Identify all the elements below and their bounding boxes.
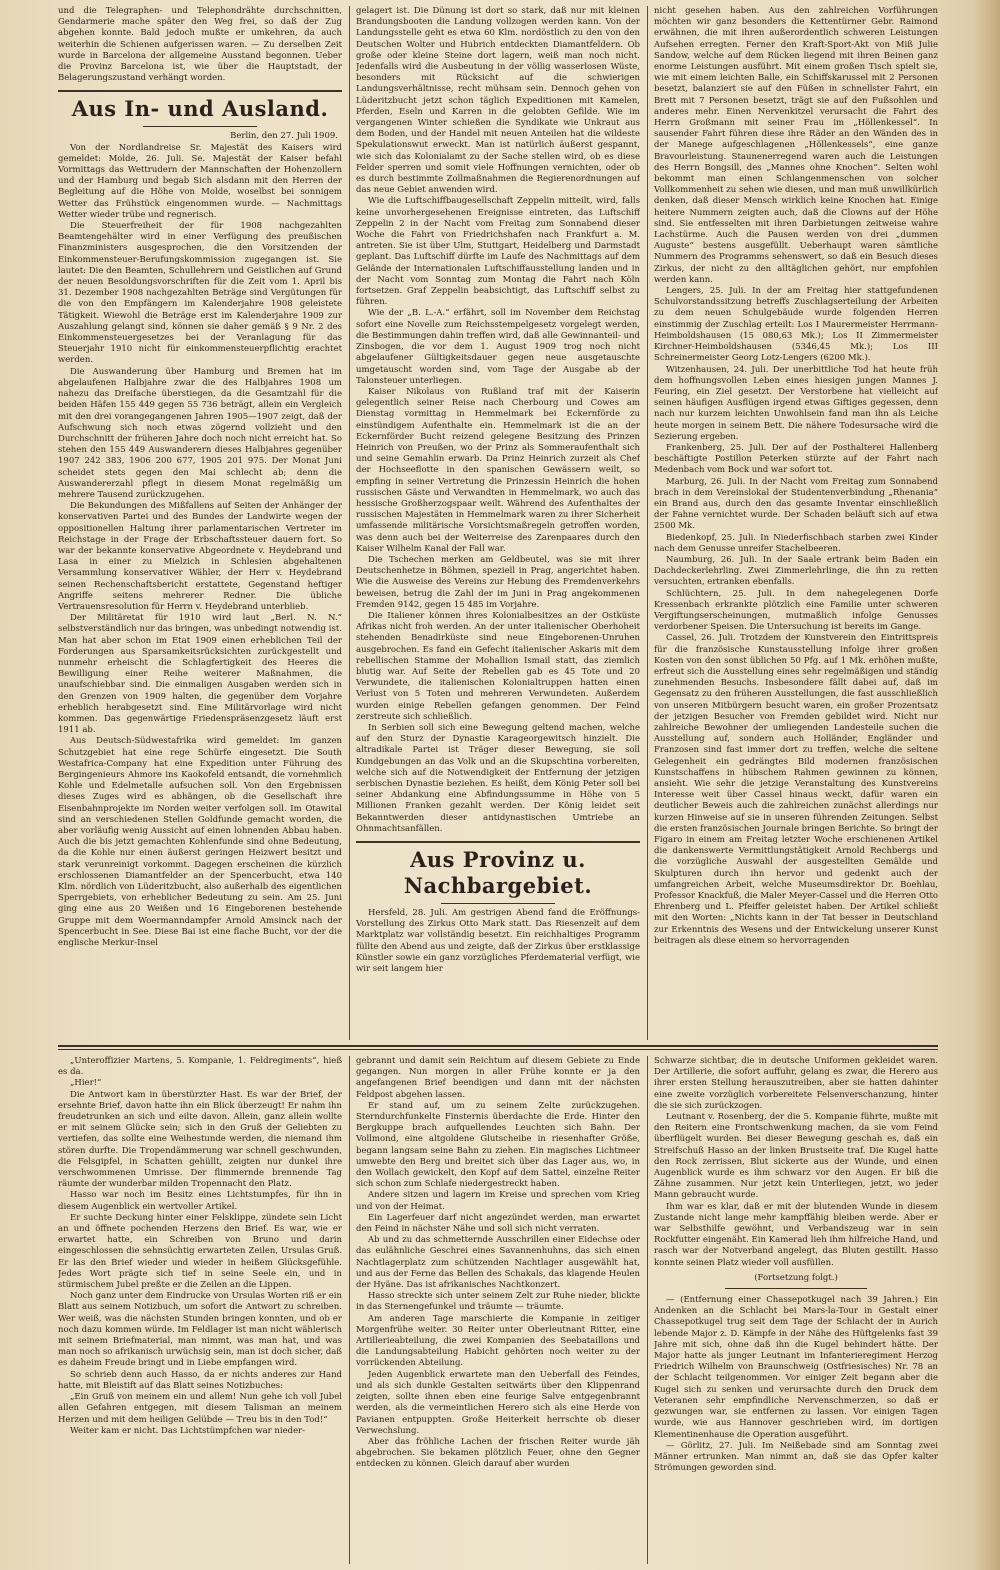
story-text: gebrannt und damit sein Reichtum auf diesem Gebiete zu Ende gegangen. Nun morgen in aller Frühe konnte er ja den angefangenen Brief beendigen und dann mit der nächsten Feldpost abgehen lassen. (356, 1056, 640, 1100)
top-column-2 (356, 6, 640, 1040)
article-text: Lengers, 25. Juli. In der am Freitag hier stattgefundenen Schulvorstandssitzung betreffs Zuschlagserteilung der Arbeiten zu dem neuen Schulgebäude wurde folgenden Herren einstimmig der Zuschlag erteilt: Los I Maurermeister Herrmann-Heimboldshausen (15 080,63 Mk.); Los II Zimmermeister Kirchner-Heimboldshausen (5346,45 Mk.); Los III Schreinermeister Georg Lotz-Lengers (6200 Mk.). (654, 286, 938, 364)
story-text: Leutnant v. Rosenberg, der die 5. Kompanie führte, mußte mit den Reitern eine Frontschwenkung machen, da sie vom Feind überflügelt wurden. Bei dieser Bewegung geschah es, daß ein Streifschuß Hasso an der linken Brustseite traf. Die Kugel hatte den Rock zerrissen, Blut sickerte aus der Wunde, und einen Augenblick wurde es ihm schwarz vor den Augen. Er biß die Zähne zusammen. Nur jetzt kein Unterliegen, jetzt, wo jeder Mann gebraucht wurde. (654, 1112, 938, 1201)
feuilleton-separator (58, 1049, 938, 1050)
story-text: So schrieb denn auch Hasso, da er nichts anderes zur Hand hatte, mit Bleistift auf das Blatt seines Notizbuches: (58, 1369, 342, 1391)
section-heading-provinz: Aus Provinz u. Nachbargebiet. (403, 847, 593, 899)
story-text: Aber das fröhliche Lachen der frischen Reiter wurde jäh abgebrochen. Sie bekamen plötzlich Feuer, ohne den Gegner entdecken zu können. Gleich darauf aber wurden (356, 1436, 640, 1470)
story-text: Ein Lagerfeuer darf nicht angezündet werden, man erwartet den Feind in nächster Nähe und soll sich nicht verraten. (356, 1212, 640, 1235)
article-text: Naumburg, 26. Juli. In der Saale ertrank beim Baden ein Dachdeckerlehrling. Zwei Zimmerlehrlinge, die ihn zu retten versuchten, ertranken ebenfalls. (654, 554, 938, 588)
article-text: gelagert ist. Die Dünung ist dort so stark, daß nur mit kleinen Brandungsbooten die Landung vollzogen werden kann. Von der Landungsstelle geht es etwa 60 Klm. nordöstlich zu den von den Deutschen Wolter und Hubrich entdeckten Diamantfeldern. Ob große oder kleine Steine dort lagern, weiß man noch nicht. Jedenfalls wird die Ausbeutung in der völlig wasserlosen Wüste, besonders mit Rücksicht auf die schwierigen Landungsverhältnisse, recht mühsam sein. Dennoch gehen von Lüderitzbucht jetzt schon täglich Expeditionen mit Kamelen, Pferden, Eseln und Karren in die gelobten Gefilde. Wie im vergangenen Winter schießen die Syndikate wie Unkraut aus dem Boden, und der Handel mit neuen Anteilen hat die wildeste Spekulationswut erweckt. Man ist natürlich äußerst gespannt, wie sich das Kolonialamt zu der Sache stellen wird, ob es diese Felder sperren und somit viele Hoffnungen vernichten, oder ob es durch bestimmte Zollmaßnahmen die Regierenordnungen auf das neue Gebiet anwenden wird. (356, 6, 640, 196)
rule (441, 903, 555, 904)
article-text: Die Tschechen merken am Geldbeutel, was sie mit ihrer Deutschenhetze in Böhmen, speziell in Prag, angerichtet haben. Wie die Ausweise des Vereins zur Hebung des Fremdenverkehrs beweisen, betrug die Zahl der im Juni in Prag angekommenen Fremden 9142, gegen 15 485 im Vorjahre. (356, 554, 640, 610)
article-text: — Görlitz, 27. Juli. Im Neißebade sind am Sonntag zwei Männer ertrunken. Man nimmt an, daß sie das Opfer kalter Strömungen geworden sind. (654, 1440, 938, 1474)
rule (58, 90, 342, 92)
story-text: Ihm war es klar, daß er mit der blutenden Wunde in diesem Zustande nicht lange mehr kampffähig bleiben werde. Aber er war Selbsthilfe gewöhnt, und Verbandszeug war in sein Rockfutter eingenäht. Ein Kamerad lieh ihm hilfreiche Hand, und rasch war der Notverband angelegt, das Bluten gestillt. Hasso konnte seinen Platz wieder voll ausfüllen. (654, 1201, 938, 1268)
article-text: Kaiser Nikolaus von Rußland traf mit der Kaiserin gelegentlich seiner Reise nach Cherbourg und Cowes am Dienstag vormittag in Hemmelmark bei Eckernförde zu einstündigem Aufenthalte ein. Hemmelmark ist die an der Eckernförder Bucht reizend gelegene Besitzung des Prinzen Heinrich von Preußen, wo der Prinz als Sommeraufenthalt sich und seine Gemahlin erwarb. Da Prinz Heinrich zurzeit als Chef der Hochseeflotte in den spanischen Gewässern weilt, so empfing in seiner Vertretung die Prinzessin Heinrich die hohen russischen Gäste und Verwandten in Hemmelmark, wo auch das hessische Großherzogspaar weilt. Während des Aufenthaltes der russischen Majestäten in Hemmelmark waren zu ihrer Sicherheit umfassende militärische Vorsichtsmaßregeln getroffen worden, was denn auch bei der Weiterreise des Zarenpaares durch den Kaiser Wilhelm Kanal der Fall war. (356, 386, 640, 554)
story-text: „Unteroffizier Martens, 5. Kompanie, 1. Feldregiments“, hieß es da. (58, 1056, 342, 1078)
page-edge-shadow (974, 0, 1000, 1570)
article-text: Aus Deutsch-Südwestafrika wird gemeldet: Im ganzen Schutzgebiet hat eine rege Schürfe eingesetzt. Die South Westafrica-Company hat eine Expedition unter Führung des Bergingenieurs Ahmore ins Kaokofeld entsandt, die vornehmlich Kohle und Edelmetalle aufsuchen soll. Von den Ergebnissen dieses Zuges wird es abhängen, ob die Gesellschaft ihre Eisenbahnprojekte im Norden weiter verfolgen soll. Im Otawital sind an verschiedenen Stellen Goldfunde gemacht worden, die aber vorläufig wenig Aussicht auf einen lohnenden Abbau haben. Auch die bis jetzt gemachten Kohlenfunde sind ohne Bedeutung, da die Kohle nur einen äußerst geringen Heizwert besitzt und stark verunreinigt vorkommt. Dagegen erscheinen die kürzlich erschlossenen Diamantfelder an der Spencerbucht, etwa 140 Klm. nördlich von Lüderitzbucht, also außerhalb des eigentlichen Sperrgebiets, von erheblicher Bedeutung zu sein. Am 25. Juni ging eine aus 20 Weißen und 16 Eingeborenen bestehende Gruppe mit dem Woermanndampfer Arnold Amsinck nach der Spencerbucht in See. Diese Bai ist eine flache Bucht, vor der die englische Merkur-Insel (58, 736, 342, 949)
article-text: Cassel, 26. Juli. Trotzdem der Kunstverein den Eintrittspreis für die französische Kunstausstellung infolge ihrer großen Kosten von den sonst üblichen 50 Pfg. auf 1 Mk. erhöhen mußte, erfreut sich die Ausstellung eines sehr regelmäßigen und ständig zunehmenden Besuchs. Insbesondere fällt dabei auf, daß im Gegensatz zu den früheren Ausstellungen, die fast ausschließlich von unseren Mitbürgern besucht waren, ein großer Prozentsatz der jetzigen Besucher von Fremden gebildet wird. Nicht nur zahlreiche Bewohner der umliegenden Landesteile suchen die Ausstellung auf, sondern auch Holländer, Engländer und Franzosen sind fast immer dort zu treffen, welche die seltene Gelegenheit ein gedrängtes Bild modernen französischen Kunstschaffens in hübschem Rahmen gewinnen zu können, ansieht. Wie sehr die jetzige Veranstaltung des Kunstvereins Interesse weit über Cassel hinaus weckt, dafür waren ein deutlicher Beweis auch die zahlreichen zunächst allerdings nur kurzen Hinweise auf sie in unseren führenden Zeitungen. Selbst die ersten französischen Journale bringen Berichte. So bringt der Figaro in einem am Freitag letzter Woche erschienenen Artikel die dankenswerte Vermittlungstätigkeit Arnold Rechbergs und die vorzügliche Auswahl der ausgestellten Gemälde und Skulpturen durch ihn hervor und gedenkt auch der umfangreichen Arbeit, welche Museumsdirektor Dr. Boehlau, Professor Knackfuß, die Maler Meyer-Cassel und die Herren Otto Ehrenberg und L. Pfeiffer geleistet haben. Der Artikel schließt mit den Worten: „Nichts kann in der Tat besser in Deutschland zur Erkenntnis des Wesens und der Entwickelung unserer Kunst beitragen als diese einem so hervorragenden (654, 633, 938, 946)
column-divider (349, 1056, 350, 1564)
article-text: Die Italiener können ihres Kolonialbesitzes an der Ostküste Afrikas nicht froh werden. An der unter italienischer Oberhoheit stehenden Benadirküste sind neue Eingeborenen-Unruhen ausgebrochen. Es fand ein Gefecht italienischer Askaris mit dem rebellischen Stamme der Mohallion Ismail statt, das ziemlich blutig war. Auf Seite der Rebellen gab es 45 Tote und 20 Verwundete, die italienischen Kolonialtruppen hatten einen Verlust von 5 Toten und mehreren Verwundeten. Außerdem wurden einige Rebellen gefangen genommen. Der Feind zerstreute sich schließlich. (356, 610, 640, 722)
bottom-column-3 (654, 1056, 938, 1564)
article-text: Die Steuerfreiheit der für 1908 nachgezahlten Beamtengehälter wird in einer Verfügung des preußischen Finanzministers ausgesprochen, die den Vorsitzenden der Einkommensteuer-Berufungskommission zugegangen ist. Sie lautet: Die den Beamten, Schullehrern und Geistlichen auf Grund der neuen Besoldungsvorschriften für die Zeit vom 1. April bis 31. Dezember 1908 nachgezahlten Beträge sind Vergütungen für die von den Empfängern im Kalenderjahre 1908 geleistete Tätigkeit. Wiewohl die Beträge erst im Kalenderjahre 1909 zur Auszahlung gelangt sind, können sie daher gemäß § 9 Nr. 2 des Einkommensteuergesetzes bei der Veranlagung für das Steuerjahr 1910 nicht für einkommensteuerpflichtig erachtet werden. (58, 221, 342, 366)
article-text: Witzenhausen, 24. Juli. Der unerbittliche Tod hat heute früh dem hoffnungsvollen Leben eines hiesigen jungen Mannes J. Feuring, ein Ziel gesetzt. Der Verstorbene hat vielleicht auf seinen häufigen Ausflügen irgend etwas Giftiges gegessen, denn nach nur kurzem leichten Unwohlsein fand man ihn als Leiche heute morgen in seinem Bett. Die nähere Todesursache wird die Sezierung ergeben. (654, 364, 938, 442)
story-text: Hasso streckte sich unter seinem Zelt zur Ruhe nieder, blickte in das Sternengefunkel und träumte — träumte. (356, 1291, 640, 1313)
story-text: Hasso war noch im Besitz eines Lichtstumpfes, für ihn in diesem Augenblick ein wertvoller Artikel. (58, 1190, 342, 1212)
story-text: Noch ganz unter dem Eindrucke von Ursulas Worten riß er ein Blatt aus seinem Notizbuch, um sofort die Antwort zu schreiben. Wer weiß, was die nächsten Stunden bringen konnten, und ob er noch dazu kommen würde. Im Feldlager ist man nicht wählerisch mit seinem Briefmaterial, man nimmt, was man hat, und was man noch so afrikanisch urwüchsig sein, man ist doch sicher, daß es daheim Freude bringt und in Liebe empfangen wird. (58, 1291, 342, 1369)
article-text: In Serbien soll sich eine Bewegung geltend machen, welche auf den Sturz der Dynastie Karageorgewitsch hinzielt. Die altradikale Partei ist Träger dieser Bewegung, sie soll Kundgebungen an das Volk und an die Skupschtina vorbereiten, welche sich auf die Notwendigkeit der Entfernung der jetzigen serbischen Dynastie beziehen. Es heißt, dem König Peter soll bei seiner Abdankung eine Abfindungssumme in Höhe von 5 Millionen Franken gezahlt werden. Der König leidet seit Bekanntwerden dieser antidynastischen Umtriebe an Ohnmachtsanfällen. (356, 723, 640, 834)
article-text: Der Militäretat für 1910 wird laut „Berl. N. N.“ selbstverständlich nur das bringen, was unbedingt notwendig ist. Man hat aber schon im Etat 1909 einen erheblichen Teil der Forderungen aus Sparsamkeitsrücksichten zurückgestellt und nunmehr erheischt die Schlagfertigkeit des Heeres die Bewilligung einer Reihe weiterer Maßnahmen, die unaufschiebbar sind. Die einmaligen Ausgaben werden sich in den Grenzen von 1909 halten, die gegenüber dem Vorjahre erheblich herabgesetzt sind. Eine Militärvorlage wird nicht kommen. Das gegenwärtige Friedenspräsenzgesetz läuft erst 1911 ab. (58, 613, 342, 736)
story-text: „Ein Gruß von meinem ein und allem! Nun gehe ich voll Jubel allen Gefahren entgegen, mit diesem Talisman an meinem Herzen und mit dem heiligen Gelübde — Treu bis in den Tod!“ (58, 1392, 342, 1425)
article-text: Biedenkopf, 25. Juli. In Niederfischbach starben zwei Kinder nach dem Genusse unreifer Stachelbeeren. (654, 532, 938, 554)
story-text: „Hier!“ (70, 1078, 102, 1089)
article-text: Schlüchtern, 25. Juli. In dem nahegelegenen Dorfe Kressenbach erkrankte plötzlich eine Familie unter schweren Vergiftungserscheinungen, mutmaßlich infolge Genusses verdorbener Speisen. Die Untersuchung ist bereits im Gange. (654, 588, 938, 633)
article-text: Hersfeld, 28. Juli. Am gestrigen Abend fand die Eröffnungs-Vorstellung des Zirkus Otto Mark statt. Das Riesenzelt auf dem Marktplatz war vollständig besetzt. Ein reichhaltiges Programm füllte den Abend aus und zeigte, daß der Zirkus über erstklassige Künstler sowie ein ganz vorzügliches Pferdematerial verfügt, wie wir seit langem hier (356, 908, 640, 975)
story-text: Er suchte Deckung hinter einer Felsklippe, zündete sein Licht an und öffnete pochenden Herzens den Brief. Es war, wie er erwartet hatte, ein Schreiben von Bruno und darin eingeschlossen die sehnsüchtig erwarteten Zeilen, Ursulas Gruß. Er las den Brief wieder und wieder in heißem Glücksgefühle. Jedes Wort prägte sich tief in seine Seele ein, und in stürmischem Jubel preßte er die Zeilen an die Lippen. (58, 1212, 342, 1291)
section-heading-in-ausland: Aus In- und Ausland. (71, 96, 329, 122)
story-text: Ab und zu das schmetternde Ausschrillen einer Eidechse oder das eulähnliche Geschrei eines Savannenhuhns, das sich einen Nachtlagerplatz zum schützenden Nachtlager ausgewählt hat, und aus der Ferne das Bellen des Schakals, das klagende Heulen der Hyäne. Das ist afrikanisches Nachtkonzert. (356, 1235, 640, 1291)
top-column-3 (654, 6, 938, 1040)
article-text: Marburg, 26. Juli. In der Nacht vom Freitag zum Sonnabend brach in dem Vereinslokal der Studentenverbindung „Rhenania“ ein Brand aus, durch den das gesamte Inventar einschließlich der Fahne vernichtet wurde. Der Schaden beläuft sich auf etwa 2500 Mk. (654, 476, 938, 532)
story-text: Die Antwort kam in überstürzter Hast. Es war der Brief, der ersehnte Brief, davon hatte ihn ein Blick überzeugt! Er nahm ihn freudetrunken an sich und eilte davon. Allein, ganz allein wollte er mit seinem Glücke sein; sich in den Gruß der Geliebten zu vertiefen, das sollte eine Weihestunde werden, die niemand ihm stören durfte. Die Tropendämmerung war schnell geschwunden, die Felsgipfel, in Schatten gehüllt, zeigten nur dunkel ihre verschwommenen Umrisse. Der flimmernde brennende Tag räumte der wunderbar milden Tropennacht den Platz. (58, 1089, 342, 1190)
story-text: Am anderen Tage marschierte die Kompanie in zeitiger Morgenfrühe weiter. 30 Reiter unter Oberleutnant Ritter, eine Artillerieabteilung, die zwei Kompanien des Seebataillons und die Landungsabteilung Habicht gehörten noch weiter zu der vorrückenden Abteilung. (356, 1313, 640, 1369)
column-divider (647, 6, 648, 1040)
article-text: Frankenberg, 25. Juli. Der auf der Posthalterei Hallenberg beschäftigte Postillon Peterken stürzte auf der Fahrt nach Medenbach vom Bock und war sofort tot. (654, 442, 938, 476)
article-text: Wie der „B. L.-A.“ erfährt, soll im November dem Reichstag sofort eine Novelle zum Reichsstempelgesetz vorgelegt werden, die Bestimmungen dahin treffen wird, daß alle Gewinnanteil- und Zinsbogen, die vor dem 1. August 1909 trog noch nicht abgelaufener Gültigkeitsdauer gegen neue ausgetauschte umgetauscht worden sind, vom Tage der Ausgabe ab der Talonsteuer unterliegen. (356, 308, 640, 386)
article-text: und die Telegraphen- und Telephondrähte durchschnitten, Gendarmerie mache später den Weg frei, so daß der Zug abgehen konnte. Bald jedoch mußte er umkehren, da auch weiterhin die Schienen aufgerissen waren. — Zu derselben Zeit wurde in Barcelona der allgemeine Ausstand begonnen. Ueber die Provinz Barcelona ist, wie über die Hauptstadt, der Belagerungszustand verhängt worden. (58, 6, 342, 84)
story-text: Jeden Augenblick erwartete man den Ueberfall des Feindes, und als sich dunkle Gestalten seitwärts über den Klippenrand zeigten, sollte ihnen eben eine feurige Salve entgegenbrannt werden, als die vermeintlichen Herero sich als eine Herde von Pavianen entpuppten. Große Heiterkeit herrschte ob dieser Verwechslung. (356, 1369, 640, 1436)
story-text: Weiter kam er nicht. Das Lichtstümpfchen war nieder- (70, 1425, 306, 1436)
article-text: Wie die Luftschiffbaugesellschaft Zeppelin mitteilt, wird, falls keine unvorhergesehenen Ereignisse eintreten, das Luftschiff Zeppelin 2 in der Nacht vom Freitag zum Sonnabend dieser Woche die Fahrt von Friedrichshafen nach Frankfurt a. M. antreten. Sie ist über Ulm, Stuttgart, Heidelberg und Darmstadt geplant. Das Luftschiff dürfte im Laufe des Nachmittags auf dem Gelände der Internationalen Luftschiffausstellung landen und in der Nacht vom Sonntag zum Montag die Fahrt nach Köln fortsetzen. Graf Zeppelin beabsichtigt, das Luftschiff selbst zu führen. (356, 196, 640, 308)
rule (143, 126, 257, 127)
article-text: — (Entfernung einer Chassepotkugel nach 39 Jahren.) Ein Andenken an die Schlacht bei Mars-la-Tour in Gestalt einer Chassepotkugel trug seit dem Tage der Schlacht der in Aurich lebende Major z. D. Kämpfe in der Nähe des Hüftgelenks fast 39 Jahre mit sich, ohne daß ihn die Kugel behindert hätte. Der Major hatte als junger Leutnant im Infanterieregiment Herzog Friedrich Wilhelm von Braunschweig (Ostfriesisches) Nr. 78 an der Schlacht teilgenommen. Vor einiger Zeit begann aber die Kugel sich zu senken und verursachte durch den Druck dem Veteranen sehr empfindliche Nervenschmerzen, so daß er gezwungen war, sie entfernen zu lassen. Vor einigen Tagen wurde, wie aus Hannover geschrieben wird, im dortigen Klementinenhause die Operation ausgeführt. (654, 1295, 938, 1440)
story-text: Andere sitzen und lagern im Kreise und sprechen vom Krieg und von der Heimat. (356, 1190, 640, 1212)
column-divider (647, 1056, 648, 1564)
story-text: Schwarze sichtbar, die in deutsche Uniformen gekleidet waren. Der Artillerie, die sofort auffuhr, gelang es zwar, die Herero aus ihrer ersten Stellung herauszutreiben, aber sie hatten dahinter eine zweite vorzüglich vorbereitete Felsenverschanzung, hinter die sie sich zurückzogen. (654, 1056, 938, 1111)
article-text: nicht gesehen haben. Aus den zahlreichen Vorführungen möchten wir ganz besonders die Kettentürner Gebr. Raimond erwähnen, die mit ihren außerordentlich schweren Leistungen Aufsehen erregten. Ferner den Kraft-Sport-Akt von Miß Julie Sandow, welche auf dem Rücken liegend mit ihren Beinen ganz enorme Leistungen ausführt. Mit einem großen Tisch spielt sie, wie mit einem leichten Balle, ein Schiffskarussel mit 2 Personen besetzt, balanziert sie auf den Füßen in schnellster Fahrt, ein Brett mit 7 Personen besetzt, trägt sie auf den Fußsohlen und anderes mehr. Einen Nervenkitzel verursacht die Fahrt des Herrn Großmann mit seiner Frau im „Höllenkessel“. In sausender Fahrt führen diese ihre Räder an den Wänden des in der Manege aufgeschlagenen „Höllenkessels“, eine ganze Bravourleistung. Staunenerregend waren auch die Leistungen des Herrn Bongsill, des „Mannes ohne Knochen“. Selten wohl bekommt man einen Schlangenmenschen von solcher Vollkommenheit zu sehen wie diesen, und man muß unwillkürlich denken, daß dieser Mensch wirklich keine Knochen hat. Einige heitere Nummern zeigten auch, daß die Clowns auf der Höhe sind. Sie entfesselten mit ihren Darbietungen zeitweise wahre Lachstürme. Auch die Pausen werden von drei „dummen Auguste“ bestens ausgefüllt. Ueberhaupt waren sämtliche Nummern des Programms sehenswert, so daß ein Besuch dieses Zirkus, der nicht zu den alltäglichen gehört, nur empfohlen werden kann. (654, 6, 938, 285)
article-text: Von der Nordlandreise Sr. Majestät des Kaisers wird gemeldet: Molde, 26. Juli. Se. Majestät der Kaiser befahl Vormittags das Wettrudern der Mannschaften der Hohenzollern und der Hamburg und begab Sich alsdann mit den Herren der Begleitung auf die Höhe von Molde, woselbst bei sonnigem Wetter das Frühstück eingenommen wurde. — Nachmittags Wetter wieder trübe und regnerisch. (58, 142, 342, 220)
top-column-1 (58, 6, 342, 1040)
dateline: Berlin, den 27. Juli 1909. (230, 131, 338, 142)
rule (356, 841, 640, 843)
feuilleton-separator (58, 1045, 938, 1047)
column-divider (349, 6, 350, 1040)
rule (725, 1288, 867, 1289)
article-text: Die Bekundungen des Mißfallens auf Seiten der Anhänger der konservativen Partei und des Bundes der Landwirte wegen der oppositionellen Haltung ihrer parlamentarischen Vertreter im Reichstage in der Frage der Erbschaftssteuer dauern fort. So war der bekannte konservative Abgeordnete v. Heydebrand und Lasa in einer zu Mielzich in Schlesien abgehaltenen Versammlung konservativer Wähler, der Herr v. Heydebrand seinen Rechenschaftsbericht erstattete, Gegenstand heftiger Angriffe seitens mehrerer Redner. Die übliche Vertrauensresolution für Herrn v. Heydebrand unterblieb. (58, 501, 342, 612)
bottom-column-1 (58, 1056, 342, 1564)
article-text: Die Auswanderung über Hamburg und Bremen hat im abgelaufenen Halbjahre zwar die des Halbjahres 1908 um nahezu das Dreifache überstiegen, da die Gesamtzahl für die beiden Häfen 155 449 gegen 55 736 beträgt, allein ein Vergleich mit den drei vorangegangenen Jahren 1905—1907 zeigt, daß der Aufschwung sich noch etwas zögernd vollzieht und den Durchschnitt der früheren Jahre doch noch nicht erreicht hat. So stehen den 155 449 Auswanderern dieses Halbjahres gegenüber 1907 242 383, 1906 200 677, 1905 201 975. Der Monat Juni scheidet stets gegen den Mai schlecht ab; denn die Auswandererzahl pflegt in diesem Monat regelmäßig um mehrere Tausend zurückzugehen. (58, 366, 342, 500)
bottom-column-2 (356, 1056, 640, 1564)
continuation-note: (Fortsetzung folgt.) (754, 1272, 838, 1283)
story-text: Er stand auf, um zu seinem Zelte zurückzugehen. Sterndurchfunkelte Finsternis überdachte die Erde. Hinter den Bergkuppe brach aufquellendes Leuchten sich Bahn. Der Vollmond, eine altgoldene Glutscheibe in riesenhafter Größe, begann langsam seine Bahn zu ziehen. Ein magisches Lichtmeer umwebte den Berg und breitet sich über das Lager aus, wo, in den Wollach gewickelt, den Kopf auf dem Sattel, einzelne Reiter sich schon zum Schlafe niedergestreckt haben. (356, 1100, 640, 1190)
